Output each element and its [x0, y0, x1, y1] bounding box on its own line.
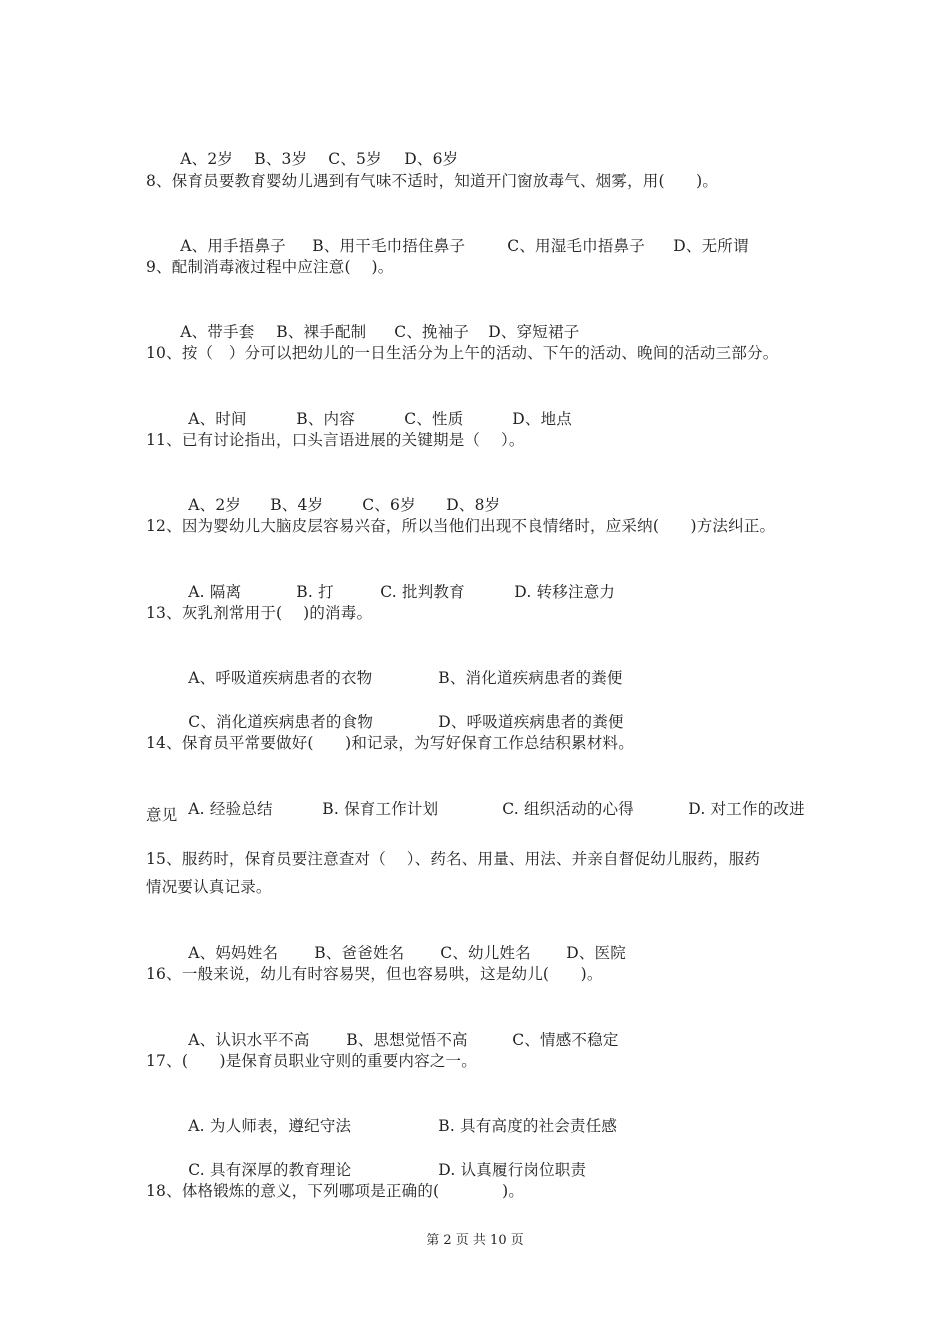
- q9-option-d: D、穿短裙子: [488, 323, 580, 341]
- q13-options-row1: [178, 645, 623, 689]
- q10-stem: 10、按（ ）分可以把幼儿的一日生活分为上午的活动、下午的活动、晚间的活动三部分。: [146, 344, 779, 362]
- q17-option-a: A. 为人师表，遵纪守法: [188, 1117, 352, 1135]
- q16-option-a: A、认识水平不高: [188, 1031, 310, 1049]
- q14-options-continued: 意见: [146, 806, 178, 824]
- q12-option-a: A. 隔离: [188, 583, 242, 601]
- q17-options-row1: [178, 1093, 617, 1137]
- q12-option-c: C. 批判教育: [380, 583, 465, 601]
- q10-option-c: C、性质: [404, 410, 464, 428]
- q11-stem: 11、已有讨论指出，口头言语进展的关键期是（ ）。: [146, 431, 525, 449]
- q17-stem: 17、( )是保育员职业守则的重要内容之一。: [146, 1052, 477, 1070]
- q8-options: [170, 213, 749, 257]
- q15-stem-line1: 15、服药时，保育员要注意查对（ ）、药名、用量、用法、并亲自督促幼儿服药，服药: [146, 850, 761, 868]
- q8-option-d: D、无所谓: [673, 237, 749, 255]
- q18-stem: 18、体格锻炼的意义，下列哪项是正确的( )。: [146, 1182, 525, 1200]
- q7-option-c: C、5岁: [328, 150, 382, 168]
- q15-options: [178, 920, 626, 964]
- q14-option-a: A. 经验总结: [188, 800, 273, 818]
- q17-option-d: D. 认真履行岗位职责: [438, 1161, 587, 1179]
- q16-option-c: C、情感不稳定: [512, 1031, 619, 1049]
- q8-option-c: C、用湿毛巾捂鼻子: [507, 237, 645, 255]
- q12-option-d: D. 转移注意力: [514, 583, 616, 601]
- q13-option-c: C、消化道疾病患者的食物: [188, 713, 374, 731]
- q15-option-d: D、医院: [566, 944, 626, 962]
- q16-stem: 16、一般来说，幼儿有时容易哭，但也容易哄，这是幼儿( )。: [146, 965, 603, 983]
- q9-option-c: C、挽袖子: [394, 323, 470, 341]
- q12-option-b: B. 打: [296, 583, 334, 601]
- q9-option-b: B、裸手配制: [276, 323, 367, 341]
- q8-stem: 8、保育员要教育婴幼儿遇到有气味不适时，知道开门窗放毒气、烟雾，用( )。: [146, 172, 719, 190]
- q14-options: [178, 776, 805, 820]
- q13-option-a: A、呼吸道疾病患者的衣物: [188, 669, 373, 687]
- q11-option-b: B、4岁: [270, 496, 324, 514]
- q14-option-c: C. 组织活动的心得: [502, 800, 634, 818]
- q17-option-c: C. 具有深厚的教育理论: [188, 1161, 352, 1179]
- q7-option-d: D、6岁: [404, 150, 459, 168]
- page-footer: 第 2 页 共 10 页: [426, 1233, 524, 1248]
- q15-option-c: C、幼儿姓名: [440, 944, 531, 962]
- q12-stem: 12、因为婴幼儿大脑皮层容易兴奋，所以当他们出现不良情绪时，应采纳( )方法纠正。: [146, 517, 776, 535]
- q10-options: [178, 386, 572, 430]
- q16-option-b: B、思想觉悟不高: [346, 1031, 468, 1049]
- q11-option-c: C、6岁: [362, 496, 416, 514]
- q13-stem: 13、灰乳剂常用于( )的消毒。: [146, 604, 373, 622]
- q14-option-d: D. 对工作的改进: [688, 800, 805, 818]
- q10-option-a: A、时间: [188, 410, 247, 428]
- q7-option-b: B、3岁: [254, 150, 308, 168]
- q12-options: [178, 559, 615, 603]
- q14-stem: 14、保育员平常要做好( )和记录，为写好保育工作总结积累材料。: [146, 734, 634, 752]
- q8-option-b: B、用干毛巾捂住鼻子: [312, 237, 466, 255]
- q15-option-b: B、爸爸姓名: [314, 944, 405, 962]
- q11-option-a: A、2岁: [188, 496, 242, 514]
- q10-option-d: D、地点: [512, 410, 572, 428]
- q9-option-a: A、带手套: [180, 323, 255, 341]
- q13-option-b: B、消化道疾病患者的粪便: [438, 669, 623, 687]
- q7-options: [170, 126, 458, 170]
- q14-option-b: B. 保育工作计划: [322, 800, 439, 818]
- q8-option-a: A、用手捂鼻子: [180, 237, 286, 255]
- q13-options-row2: [178, 689, 624, 733]
- q17-options-row2: [178, 1137, 586, 1181]
- q9-stem: 9、配制消毒液过程中应注意( )。: [146, 258, 394, 276]
- q15-option-a: A、妈妈姓名: [188, 944, 279, 962]
- q13-option-d: D、呼吸道疾病患者的粪便: [438, 713, 624, 731]
- q11-options: [178, 472, 500, 516]
- q7-option-a: A、2岁: [180, 150, 234, 168]
- q17-option-b: B. 具有高度的社会责任感: [438, 1117, 618, 1135]
- q15-stem-line2: 情况要认真记录。: [146, 878, 272, 896]
- q10-option-b: B、内容: [296, 410, 355, 428]
- q11-option-d: D、8岁: [446, 496, 501, 514]
- q16-options: [178, 1007, 619, 1051]
- q9-options: [170, 299, 579, 343]
